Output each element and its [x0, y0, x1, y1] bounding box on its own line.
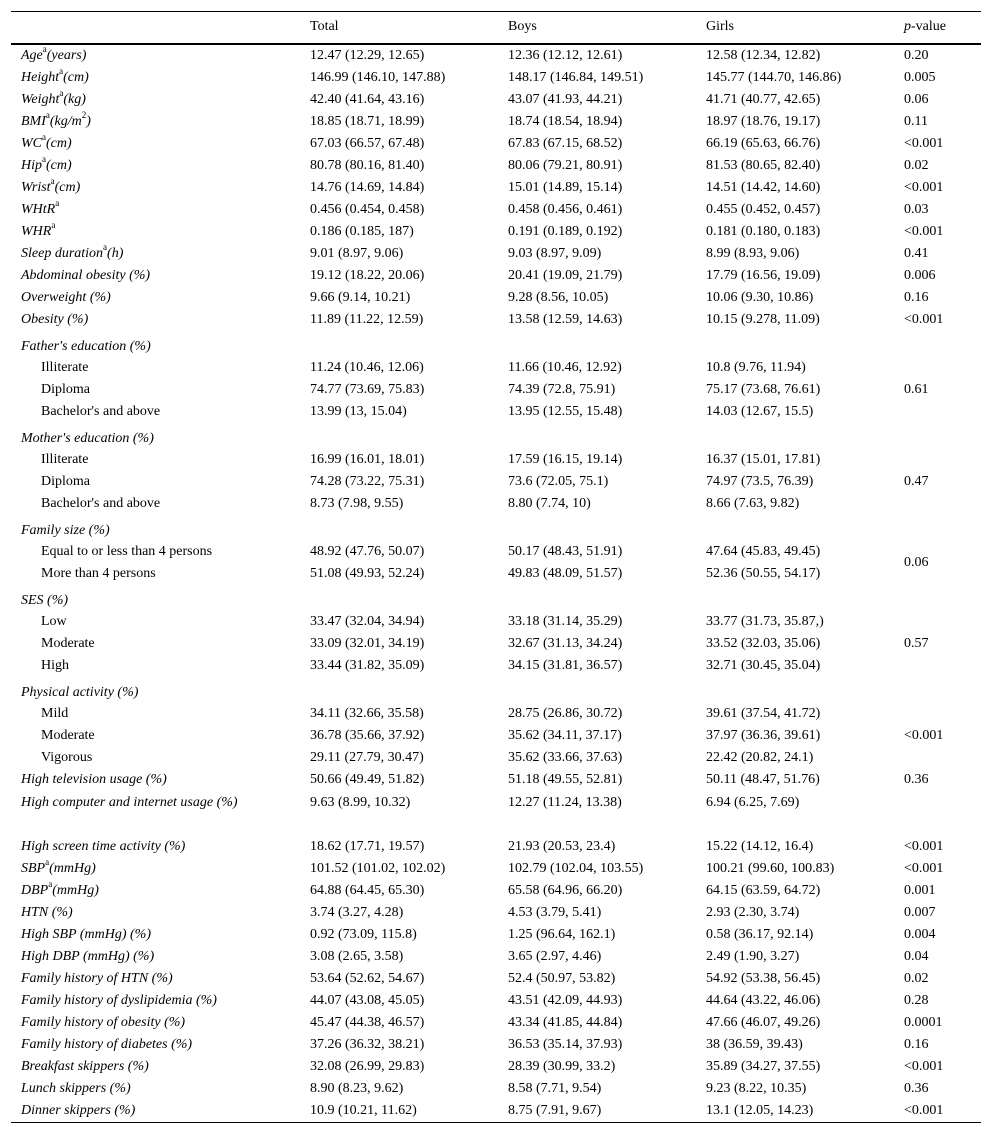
row-physical-mild: [11, 703, 981, 725]
row-label: High DBP (mmHg) (%): [21, 949, 155, 964]
cell-total: 0.456 (0.454, 0.458): [310, 202, 425, 217]
cell-p-value: 0.02: [904, 971, 929, 986]
row-label: WHtR$^a$: [21, 198, 60, 217]
row-obesity: [11, 309, 981, 331]
cell-p-value: 0.02: [904, 158, 929, 173]
cell-boys: 67.83 (67.15, 68.52): [508, 136, 623, 151]
row-wrist: [11, 177, 981, 199]
row-age: [11, 44, 981, 67]
cell-total: 11.89 (11.22, 12.59): [310, 312, 424, 327]
row-breakfast-skippers: [11, 1056, 981, 1078]
cell-girls: 10.15 (9.278, 11.09): [706, 312, 820, 327]
cell-p-value: 0.41: [904, 246, 929, 261]
row-label: DBP$^a$(mmHg): [21, 879, 99, 898]
row-label: Weight$^a$(kg): [21, 88, 86, 107]
cell-total: 64.88 (64.45, 65.30): [310, 883, 425, 898]
cell-boys: 9.28 (8.56, 10.05): [508, 290, 609, 305]
cell-girls: 32.71 (30.45, 35.04): [706, 658, 821, 673]
cell-boys: 43.51 (42.09, 44.93): [508, 993, 623, 1008]
row-label: High: [41, 658, 69, 673]
cell-total: 101.52 (101.02, 102.02): [310, 861, 446, 876]
cell-boys: 9.03 (8.97, 9.09): [508, 246, 602, 261]
cell-total: 3.08 (2.65, 3.58): [310, 949, 404, 964]
cell-p-value: 0.007: [904, 905, 936, 920]
cell-total: 10.9 (10.21, 11.62): [300, 1100, 498, 1123]
cell-total: 42.40 (41.64, 43.16): [310, 92, 425, 107]
cell-girls: 8.66 (7.63, 9.82): [706, 496, 800, 511]
row-label: Lunch skippers (%): [21, 1081, 131, 1096]
cell-boys: 33.18 (31.14, 35.29): [508, 614, 623, 629]
cell-boys: 18.74 (18.54, 18.94): [508, 114, 623, 129]
header-p-value: p-value: [894, 12, 981, 44]
cell-total: 8.90 (8.23, 9.62): [310, 1081, 404, 1096]
cell-girls: 33.77 (31.73, 35.87,): [706, 614, 824, 629]
row-group-physical-activity: [11, 677, 981, 703]
cell-p-value: 0.03: [904, 202, 929, 217]
cell-boys: 1.25 (96.64, 162.1): [508, 927, 616, 942]
cell-p-value: <0.001: [904, 224, 944, 239]
cell-boys: 0.191 (0.189, 0.192): [508, 224, 623, 239]
cell-girls: 33.52 (32.03, 35.06): [706, 636, 821, 651]
row-wc: [11, 133, 981, 155]
row-label: Family history of diabetes (%): [21, 1037, 193, 1052]
cell-boys: 8.58 (7.71, 9.54): [508, 1081, 602, 1096]
row-family-size-large: [11, 563, 981, 585]
cell-boys: 8.80 (7.74, 10): [508, 496, 591, 511]
cell-p-value: 0.004: [904, 927, 936, 942]
row-family-history-obesity: [11, 1012, 981, 1034]
cell-boys: 49.83 (48.09, 51.57): [508, 566, 623, 581]
cell-total: 12.47 (12.29, 12.65): [310, 48, 425, 63]
cell-total: 74.28 (73.22, 75.31): [310, 474, 425, 489]
cell-p-value: <0.001: [904, 861, 944, 876]
row-label: Diploma: [41, 474, 90, 489]
row-sleep-duration: [11, 243, 981, 265]
cell-total: 44.07 (43.08, 45.05): [310, 993, 425, 1008]
cell-girls: 22.42 (20.82, 24.1): [706, 750, 814, 765]
row-overweight: [11, 287, 981, 309]
row-dinner-skippers: [11, 1100, 981, 1123]
row-height: [11, 67, 981, 89]
cell-girls: 64.15 (63.59, 64.72): [706, 883, 821, 898]
cell-total: 67.03 (66.57, 67.48): [310, 136, 425, 151]
cell-girls: 12.58 (12.34, 12.82): [706, 48, 821, 63]
cell-p-value: <0.001: [904, 180, 944, 195]
group-label: Physical activity (%): [21, 684, 139, 700]
cell-total: 36.78 (35.66, 37.92): [310, 728, 425, 743]
row-group-father-education: [11, 331, 981, 357]
cell-p-value: 0.0001: [904, 1015, 943, 1030]
row-label: Family history of obesity (%): [21, 1015, 186, 1030]
cell-girls: 14.51 (14.42, 14.60): [706, 180, 821, 195]
cell-p-value: 0.47: [904, 474, 929, 489]
cell-total: 8.73 (7.98, 9.55): [310, 496, 404, 511]
cell-p-value: 0.06: [904, 92, 929, 107]
cell-total: 13.99 (13, 15.04): [310, 404, 407, 419]
cell-boys: 12.27 (11.24, 13.38): [508, 794, 622, 810]
row-mother-illiterate: [11, 449, 981, 471]
cell-total: 74.77 (73.69, 75.83): [310, 382, 425, 397]
cell-p-value: 0.36: [904, 1081, 929, 1096]
cell-girls: 38 (36.59, 39.43): [706, 1037, 803, 1052]
row-family-history-diabetes: [11, 1034, 981, 1056]
cell-total: 16.99 (16.01, 18.01): [310, 452, 425, 467]
cell-total: 11.24 (10.46, 12.06): [310, 360, 424, 375]
cell-p-value: 0.57: [904, 636, 929, 651]
cell-p-value: 0.16: [904, 290, 929, 305]
cell-boys: 102.79 (102.04, 103.55): [508, 861, 644, 876]
row-label: HTN (%): [21, 905, 73, 920]
row-label: Breakfast skippers (%): [21, 1059, 149, 1074]
row-label: $WC^a(cm)$: [21, 132, 72, 151]
row-label: Sleep duration$^a$(h): [21, 242, 124, 261]
cell-p-value: <0.001: [904, 312, 944, 327]
row-physical-vigorous: [11, 747, 981, 769]
row-father-illiterate: [11, 357, 981, 379]
row-group-family-size: [11, 515, 981, 541]
cell-girls: 145.77 (144.70, 146.86): [706, 70, 842, 85]
cell-total: 48.92 (47.76, 50.07): [310, 544, 425, 559]
cell-total: 18.62 (17.71, 19.57): [310, 839, 425, 854]
cell-girls: 13.1 (12.05, 14.23): [696, 1100, 894, 1123]
cell-boys: 73.6 (72.05, 75.1): [508, 474, 609, 489]
row-label: Bachelor's and above: [41, 404, 161, 419]
cell-p-value: <0.001: [894, 1100, 981, 1123]
row-family-history-dyslipidemia: [11, 990, 981, 1012]
row-label: Wrist$^a$(cm): [21, 176, 81, 195]
cell-p-value: 0.36: [904, 772, 929, 787]
cell-girls: 17.79 (16.56, 19.09): [706, 268, 821, 283]
row-label: Illiterate: [41, 360, 89, 375]
row-high-tv-usage: [11, 769, 981, 791]
cell-total: 19.12 (18.22, 20.06): [310, 268, 425, 283]
cell-girls: 2.93 (2.30, 3.74): [706, 905, 800, 920]
cell-p-value: 0.28: [904, 993, 929, 1008]
cell-girls: 2.49 (1.90, 3.27): [706, 949, 800, 964]
cell-girls: 52.36 (50.55, 54.17): [706, 566, 821, 581]
cell-p-value: 0.11: [904, 114, 928, 129]
header-total: Total: [300, 12, 498, 44]
row-label: Low: [41, 614, 67, 629]
cell-boys: 35.62 (33.66, 37.63): [508, 750, 623, 765]
row-group-mother-education: [11, 423, 981, 449]
cell-p-value: [894, 791, 981, 836]
cell-total: 50.66 (49.49, 51.82): [310, 772, 425, 787]
row-lunch-skippers: [11, 1078, 981, 1100]
group-label: Family size (%): [21, 522, 110, 538]
cell-p-value: 0.20: [904, 48, 929, 63]
row-mother-bachelor: [11, 493, 981, 515]
cell-total: 14.76 (14.69, 14.84): [310, 180, 425, 195]
row-family-size-small: [11, 541, 981, 563]
cell-boys: 50.17 (48.43, 51.91): [508, 544, 623, 559]
cell-boys: 51.18 (49.55, 52.81): [508, 772, 623, 787]
cell-total: 9.66 (9.14, 10.21): [310, 290, 411, 305]
cell-boys: 28.75 (26.86, 30.72): [508, 706, 623, 721]
cell-boys: 11.66 (10.46, 12.92): [508, 360, 622, 375]
row-hip: [11, 155, 981, 177]
cell-p-value: 0.001: [904, 883, 936, 898]
row-ses-moderate: [11, 633, 981, 655]
cell-girls: 100.21 (99.60, 100.83): [706, 861, 835, 876]
cell-girls: 74.97 (73.5, 76.39): [706, 474, 814, 489]
cell-total: 0.186 (0.185, 187): [310, 224, 414, 239]
cell-boys: 148.17 (146.84, 149.51): [508, 70, 644, 85]
cell-p-value: <0.001: [904, 728, 944, 743]
cell-girls: 0.58 (36.17, 92.14): [706, 927, 814, 942]
row-label: Equal to or less than 4 persons: [41, 544, 213, 559]
cell-boys: 43.34 (41.85, 44.84): [508, 1015, 623, 1030]
cell-boys: 28.39 (30.99, 33.2): [508, 1059, 616, 1074]
row-label: Hip$^a$(cm): [21, 154, 72, 173]
row-label: WHR$^a$: [21, 220, 56, 239]
cell-boys: 13.58 (12.59, 14.63): [508, 312, 623, 327]
cell-total: 32.08 (26.99, 29.83): [310, 1059, 425, 1074]
cell-girls: 75.17 (73.68, 76.61): [706, 382, 821, 397]
row-ses-low: [11, 611, 981, 633]
row-label: Obesity (%): [21, 312, 89, 327]
cell-boys: 52.4 (50.97, 53.82): [508, 971, 616, 986]
cell-p-value: 0.61: [904, 382, 929, 397]
row-high-dbp: [11, 946, 981, 968]
row-label: $BMI^a(kg/m^2)$: [21, 110, 91, 129]
row-sbp: [11, 858, 981, 880]
row-label: Moderate: [41, 728, 95, 743]
cell-girls: 44.64 (43.22, 46.06): [706, 993, 821, 1008]
cell-boys: 32.67 (31.13, 34.24): [508, 636, 623, 651]
cell-p-value: 0.04: [904, 949, 929, 964]
cell-girls: 66.19 (65.63, 66.76): [706, 136, 821, 151]
row-abdominal-obesity: [11, 265, 981, 287]
cell-p-value: <0.001: [904, 136, 944, 151]
cell-total: 18.85 (18.71, 18.99): [310, 114, 425, 129]
row-htn: [11, 902, 981, 924]
cell-girls: 14.03 (12.67, 15.5): [706, 404, 814, 419]
row-bmi: [11, 111, 981, 133]
cell-p-value: 0.006: [904, 268, 936, 283]
cell-total: 51.08 (49.93, 52.24): [310, 566, 425, 581]
cell-boys: 13.95 (12.55, 15.48): [508, 404, 623, 419]
cell-p-value: 0.16: [904, 1037, 929, 1052]
cell-girls: 6.94 (6.25, 7.69): [706, 794, 800, 810]
row-family-history-htn: [11, 968, 981, 990]
cell-girls: 10.06 (9.30, 10.86): [706, 290, 814, 305]
cell-total: 37.26 (36.32, 38.21): [310, 1037, 425, 1052]
cell-total: 53.64 (52.62, 54.67): [310, 971, 425, 986]
row-mother-diploma: [11, 471, 981, 493]
row-label: Moderate: [41, 636, 95, 651]
cell-total: 3.74 (3.27, 4.28): [310, 905, 404, 920]
cell-p-value: 0.06: [904, 555, 929, 570]
row-label: High television usage (%): [21, 772, 167, 787]
row-label: Overweight (%): [21, 290, 111, 305]
cell-girls: 15.22 (14.12, 16.4): [706, 839, 814, 854]
cell-boys: 80.06 (79.21, 80.91): [508, 158, 623, 173]
row-ses-high: [11, 655, 981, 677]
group-label: Father's education (%): [21, 338, 151, 354]
cell-girls: 35.89 (34.27, 37.55): [706, 1059, 821, 1074]
cell-boys: 74.39 (72.8, 75.91): [508, 382, 616, 397]
cell-boys: 3.65 (2.97, 4.46): [508, 949, 602, 964]
cell-girls: 9.23 (8.22, 10.35): [706, 1081, 807, 1096]
row-label: High screen time activity (%): [21, 839, 186, 854]
cell-girls: 8.99 (8.93, 9.06): [706, 246, 800, 261]
cell-girls: 47.66 (46.07, 49.26): [706, 1015, 821, 1030]
row-label: Vigorous: [41, 750, 93, 765]
row-label: SBP$^a$(mmHg): [21, 857, 96, 876]
cell-girls: 47.64 (45.83, 49.45): [706, 544, 821, 559]
cell-p-value: 0.005: [904, 70, 936, 85]
row-label: Abdominal obesity (%): [21, 268, 151, 283]
row-label: Age$^a$(years): [21, 44, 87, 63]
cell-total: 34.11 (32.66, 35.58): [310, 706, 424, 721]
row-dbp: [11, 880, 981, 902]
cell-girls: 81.53 (80.65, 82.40): [706, 158, 821, 173]
characteristics-table: [11, 11, 981, 1123]
row-high-screen-time: [11, 836, 981, 858]
cell-total: 80.78 (80.16, 81.40): [310, 158, 425, 173]
cell-girls: 37.97 (36.36, 39.61): [706, 728, 821, 743]
cell-girls: 41.71 (40.77, 42.65): [706, 92, 821, 107]
cell-total: 29.11 (27.79, 30.47): [310, 750, 424, 765]
row-whr: [11, 221, 981, 243]
cell-total: 45.47 (44.38, 46.57): [310, 1015, 425, 1030]
cell-girls: 0.455 (0.452, 0.457): [706, 202, 821, 217]
row-father-bachelor: [11, 401, 981, 423]
row-label: High SBP (mmHg) (%): [21, 927, 151, 942]
cell-boys: 4.53 (3.79, 5.41): [508, 905, 602, 920]
group-label: SES (%): [21, 592, 69, 608]
cell-girls: 10.8 (9.76, 11.94): [706, 360, 806, 375]
row-label: High computer and internet usage (%): [21, 794, 238, 810]
cell-girls: 54.92 (53.38, 56.45): [706, 971, 821, 986]
row-label: Height$^a$(cm): [21, 66, 89, 85]
cell-total: 9.63 (8.99, 10.32): [310, 794, 411, 810]
row-label: Mild: [41, 706, 69, 721]
header-boys: Boys: [498, 12, 696, 44]
cell-boys: 43.07 (41.93, 44.21): [508, 92, 623, 107]
cell-boys: 15.01 (14.89, 15.14): [508, 180, 623, 195]
cell-total: 33.09 (32.01, 34.19): [310, 636, 425, 651]
group-label: Mother's education (%): [21, 430, 154, 446]
cell-total: 9.01 (8.97, 9.06): [310, 246, 404, 261]
cell-boys: 34.15 (31.81, 36.57): [508, 658, 623, 673]
cell-total: 0.92 (73.09, 115.8): [310, 927, 417, 942]
cell-boys: 36.53 (35.14, 37.93): [508, 1037, 623, 1052]
cell-girls: 16.37 (15.01, 17.81): [706, 452, 821, 467]
cell-boys: 21.93 (20.53, 23.4): [508, 839, 616, 854]
row-label: Family history of HTN (%): [21, 971, 173, 986]
row-high-computer-usage: [11, 791, 981, 836]
header-variable: [11, 12, 300, 44]
cell-boys: 65.58 (64.96, 66.20): [508, 883, 623, 898]
row-physical-moderate: [11, 725, 981, 747]
row-father-diploma: [11, 379, 981, 401]
cell-girls: 18.97 (18.76, 19.17): [706, 114, 821, 129]
row-high-sbp: [11, 924, 981, 946]
cell-boys: 0.458 (0.456, 0.461): [508, 202, 623, 217]
cell-p-value: <0.001: [904, 1059, 944, 1074]
cell-girls: 39.61 (37.54, 41.72): [706, 706, 821, 721]
cell-total: 146.99 (146.10, 147.88): [310, 70, 446, 85]
header-row: [11, 12, 981, 44]
cell-boys: 17.59 (16.15, 19.14): [508, 452, 623, 467]
cell-total: 33.47 (32.04, 34.94): [310, 614, 425, 629]
row-label: Family history of dyslipidemia (%): [21, 993, 217, 1008]
cell-p-value: <0.001: [904, 839, 944, 854]
cell-total: 33.44 (31.82, 35.09): [310, 658, 425, 673]
row-label: Dinner skippers (%): [11, 1100, 300, 1123]
row-whtr: [11, 199, 981, 221]
row-weight: [11, 89, 981, 111]
row-group-ses: [11, 585, 981, 611]
row-label: More than 4 persons: [41, 566, 156, 581]
cell-boys: 20.41 (19.09, 21.79): [508, 268, 623, 283]
cell-boys: 35.62 (34.11, 37.17): [508, 728, 622, 743]
row-label: Bachelor's and above: [41, 496, 161, 511]
cell-girls: 0.181 (0.180, 0.183): [706, 224, 821, 239]
cell-boys: 8.75 (7.91, 9.67): [498, 1100, 696, 1123]
row-label: Diploma: [41, 382, 90, 397]
cell-girls: 50.11 (48.47, 51.76): [706, 772, 820, 787]
row-label: Illiterate: [41, 452, 89, 467]
cell-boys: 12.36 (12.12, 12.61): [508, 48, 623, 63]
header-girls: Girls: [696, 12, 894, 44]
